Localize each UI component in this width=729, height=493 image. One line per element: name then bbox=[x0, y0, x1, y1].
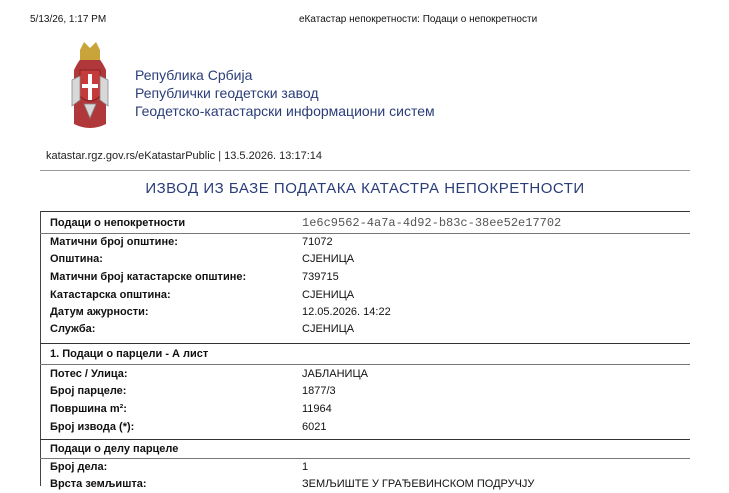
institution-line: Геодетско-катастарски информациони систем bbox=[135, 103, 435, 119]
table-row bbox=[40, 476, 690, 493]
table-row bbox=[40, 269, 690, 286]
print-date: 5/13/26, 1:17 PM bbox=[30, 14, 107, 25]
property-header-row bbox=[40, 215, 690, 232]
table-row bbox=[40, 321, 690, 338]
row-divider bbox=[40, 364, 690, 365]
field-label: Матични број општине: bbox=[50, 236, 178, 248]
document-title: ИЗВОД ИЗ БАЗЕ ПОДАТАКА КАТАСТРА НЕПОКРЕТНОСТИ bbox=[145, 180, 585, 197]
serbian-coat-of-arms-icon bbox=[66, 40, 114, 132]
institution-line: Републички геодетски завод bbox=[135, 85, 319, 101]
field-value: 71072 bbox=[302, 236, 333, 248]
field-value: СЈЕНИЦА bbox=[302, 323, 355, 335]
field-label: Врста земљишта: bbox=[50, 478, 147, 490]
table-row bbox=[40, 401, 690, 418]
table-border bbox=[40, 343, 690, 344]
property-id: 1e6c9562-4a7a-4d92-b83c-38ee52e17702 bbox=[302, 216, 562, 230]
field-value: СЈЕНИЦА bbox=[302, 253, 355, 265]
table-row bbox=[40, 251, 690, 268]
field-value: 12.05.2026. 14:22 bbox=[302, 306, 391, 318]
field-value: 11964 bbox=[302, 403, 332, 415]
field-label: Датум ажурности: bbox=[50, 306, 149, 318]
parcel-part-header-row bbox=[40, 441, 690, 458]
table-row bbox=[40, 419, 690, 436]
field-value: 1 bbox=[302, 461, 309, 473]
divider bbox=[40, 170, 690, 171]
property-header-label: Подаци о непокретности bbox=[50, 217, 186, 229]
table-row bbox=[40, 383, 690, 400]
field-label: Број парцеле: bbox=[50, 385, 127, 397]
parcel-header-label: 1. Подаци о парцели - А лист bbox=[50, 348, 209, 360]
table-row bbox=[40, 366, 690, 383]
field-value: СЈЕНИЦА bbox=[302, 289, 355, 301]
field-label: Број извода (*): bbox=[50, 421, 135, 433]
field-value: ЗЕМЉИШТЕ У ГРАЂЕВИНСКОМ ПОДРУЧЈУ bbox=[302, 478, 535, 490]
field-value: ЈАБЛАНИЦА bbox=[302, 368, 368, 380]
field-label: Површина m²: bbox=[50, 403, 127, 415]
field-value: 1877/3 bbox=[302, 385, 336, 397]
field-value: 6021 bbox=[302, 421, 327, 433]
parcel-part-header-label: Подаци о делу парцеле bbox=[50, 443, 179, 455]
institution-line: Република Србија bbox=[135, 67, 253, 83]
table-row bbox=[40, 459, 690, 476]
field-label: Катастарска општина: bbox=[50, 289, 171, 301]
institution-block bbox=[135, 66, 435, 120]
field-label: Матични број катастарске општине: bbox=[50, 271, 247, 283]
table-row bbox=[40, 304, 690, 321]
table-row bbox=[40, 287, 690, 304]
field-label: Потес / Улица: bbox=[50, 368, 128, 380]
field-label: Број дела: bbox=[50, 461, 108, 473]
table-border bbox=[40, 439, 690, 440]
field-value: 739715 bbox=[302, 271, 339, 283]
field-label: Служба: bbox=[50, 323, 96, 335]
parcel-header-row bbox=[40, 346, 690, 363]
field-label: Општина: bbox=[50, 253, 103, 265]
source-line: katastar.rgz.gov.rs/eKatastarPublic | 13.5.2026. 13:17:14 bbox=[46, 150, 322, 162]
table-border bbox=[40, 211, 690, 212]
table-row bbox=[40, 234, 690, 251]
print-page-title: еКатастар непокретности: Подаци о непокретности bbox=[299, 14, 538, 25]
